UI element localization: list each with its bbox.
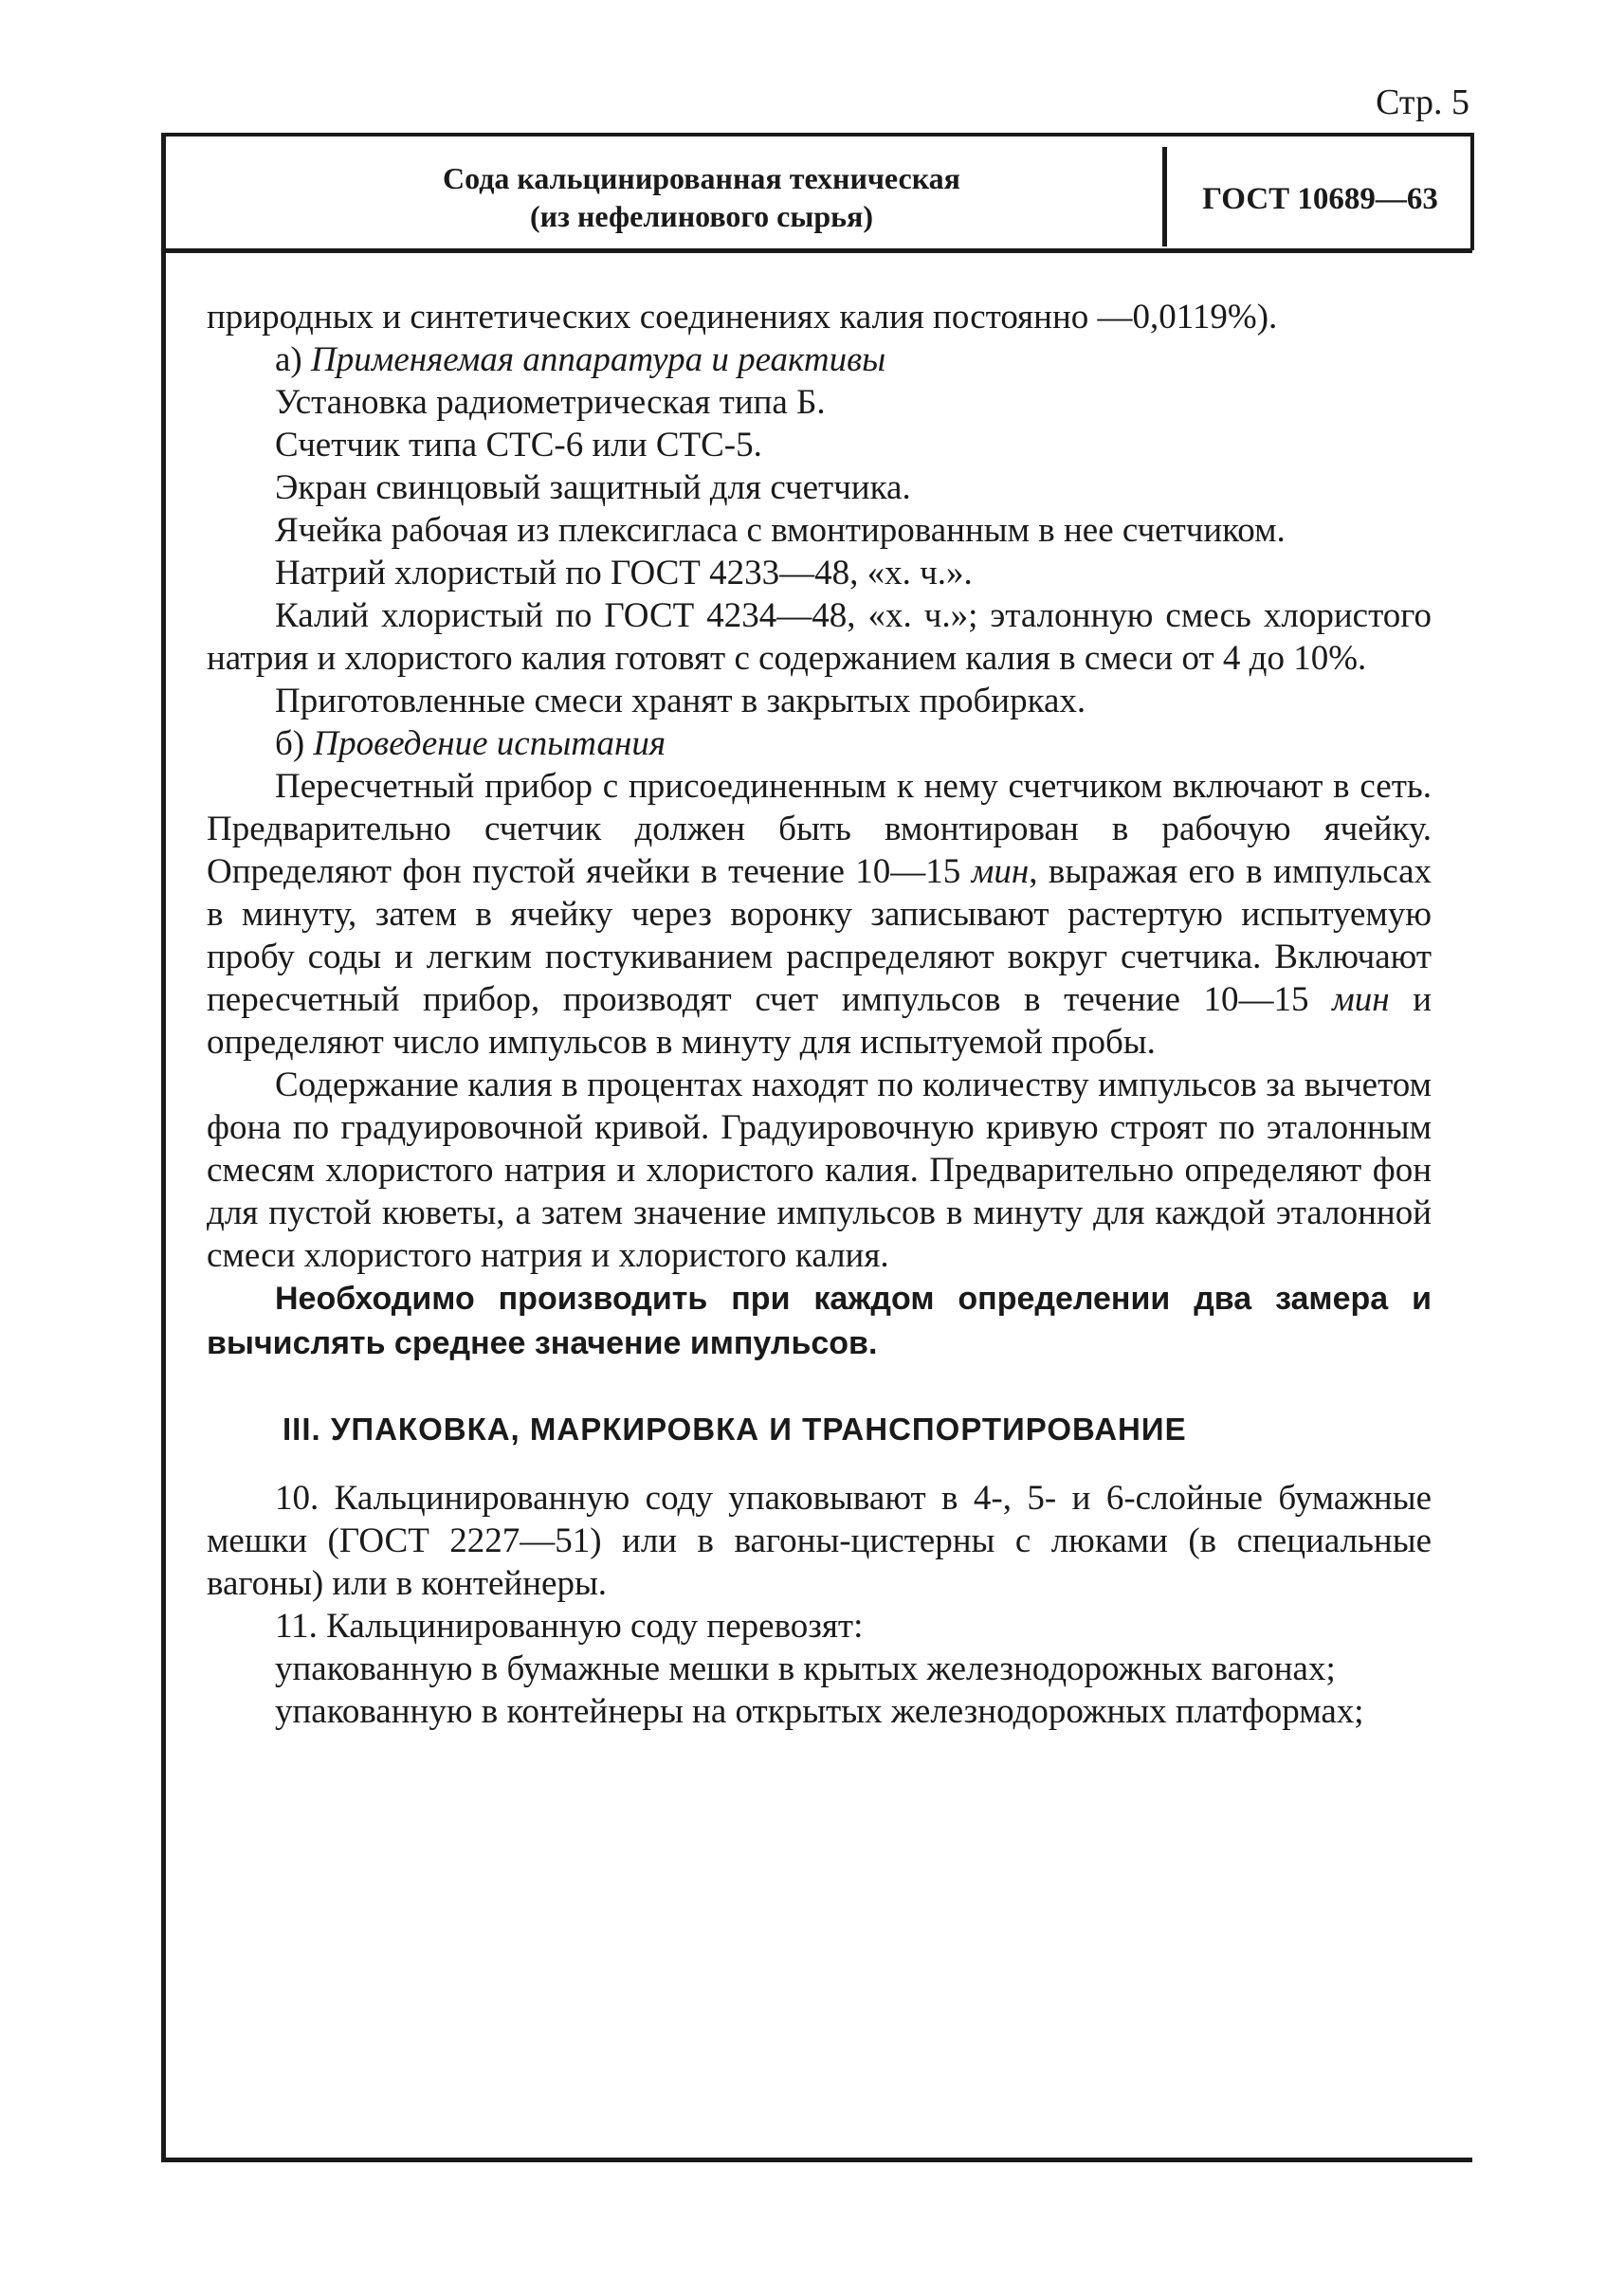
header-bottom-rule — [166, 248, 1472, 253]
subheading-equipment — [207, 338, 1432, 381]
subheading-procedure — [207, 722, 1432, 765]
equipment-item: Ячейка рабочая из плексигласа с вмонтированным в нее счетчиком. — [275, 511, 1286, 550]
equipment-item: Приготовленные смеси хранят в закрытых пробирках. — [275, 682, 1086, 720]
procedure-text-part1: Пересчетный прибор с присоединенным к нему счетчиком включают в сеть. Предварительно счетчик должен быть вмонтирован в рабочую ячейку. Определяют фон пустой ячейки в течение 10—15 — [207, 767, 1432, 891]
document-title — [284, 159, 1119, 235]
subheading-procedure-marker: б) — [275, 724, 314, 763]
subheading-procedure-title: Проведение испытания — [313, 724, 666, 763]
subheading-equipment-marker: а) — [275, 340, 311, 379]
clause-11: 11. Кальцинированную соду перевозят: — [275, 1607, 864, 1646]
document-title-line1: Сода кальцинированная техническая — [443, 161, 960, 195]
paragraph-requirement: Необходимо производить при каждом определении два замера и вычислять среднее значение импульсов. — [207, 1281, 1432, 1361]
document-title-line2: (из нефелинового сырья) — [529, 199, 874, 233]
section-heading-packaging: III. УПАКОВКА, МАРКИРОВКА И ТРАНСПОРТИРОВАНИЕ — [283, 1412, 1187, 1447]
equipment-item: Калий хлористый по ГОСТ 4234—48, «х. ч.»; эталонную смесь хлористого натрия и хлористого калия готовят с содержанием калия в смеси от 4 до 10%. — [207, 596, 1432, 678]
document-body — [207, 296, 1432, 1733]
unit-minutes: мин — [1332, 980, 1390, 1019]
paragraph-procedure — [207, 765, 1432, 1064]
equipment-item: Счетчик типа СТС-6 или СТС-5. — [275, 426, 762, 464]
clause-10: 10. Кальцинированную соду упаковывают в 4-, 5- и 6-слойные бумажные мешки (ГОСТ 2227—51) или в вагоны-цистерны с люками (в специальные вагоны) или в контейнеры. — [207, 1479, 1432, 1603]
subheading-equipment-title: Применяемая аппаратура и реактивы — [311, 340, 886, 379]
equipment-item: Установка радиометрическая типа Б. — [275, 383, 826, 422]
frame-left-rule — [161, 133, 166, 2159]
standard-number: ГОСТ 10689—63 — [1202, 182, 1438, 216]
transport-item: упакованную в бумажные мешки в крытых железнодорожных вагонах; — [275, 1649, 1336, 1688]
unit-minutes: мин — [971, 852, 1030, 891]
page-number: Стр. 5 — [1376, 82, 1469, 122]
equipment-item: Экран свинцовый защитный для счетчика. — [275, 468, 911, 507]
frame-right-rule — [1470, 133, 1474, 250]
frame-top-rule — [166, 133, 1472, 137]
procedure-text-part2: , выражая его в импульсах в минуту, затем в ячейку через воронку записывают растертую испытуемую пробу соды и легким постукиванием распределяют вокруг счетчика. Включают пересчетный прибор, производят счет импульсов в течение 10—15 — [207, 852, 1432, 1019]
equipment-item: Натрий хлористый по ГОСТ 4233—48, «х. ч.». — [275, 554, 973, 592]
frame-bottom-rule — [161, 2158, 1472, 2162]
paragraph-potassium-content: Содержание калия в процентах находят по количеству импульсов за вычетом фона по градуировочной кривой. Градуировочную кривую строят по эталонным смесям хлористого натрия и хлористого калия. Предварительно определяют фон для пустой кюветы, а затем значение импульсов в минуту для каждой эталонной смеси хлористого натрия и хлористого калия. — [207, 1066, 1432, 1275]
paragraph-intro: природных и синтетических соединениях калия постоянно —0,0119%). — [207, 298, 1278, 337]
procedure-text-part3: и определяют число импульсов в минуту для испытуемой пробы. — [207, 980, 1432, 1062]
transport-item: упакованную в контейнеры на открытых железнодорожных платформах; — [275, 1692, 1364, 1731]
header-divider — [1162, 147, 1167, 246]
